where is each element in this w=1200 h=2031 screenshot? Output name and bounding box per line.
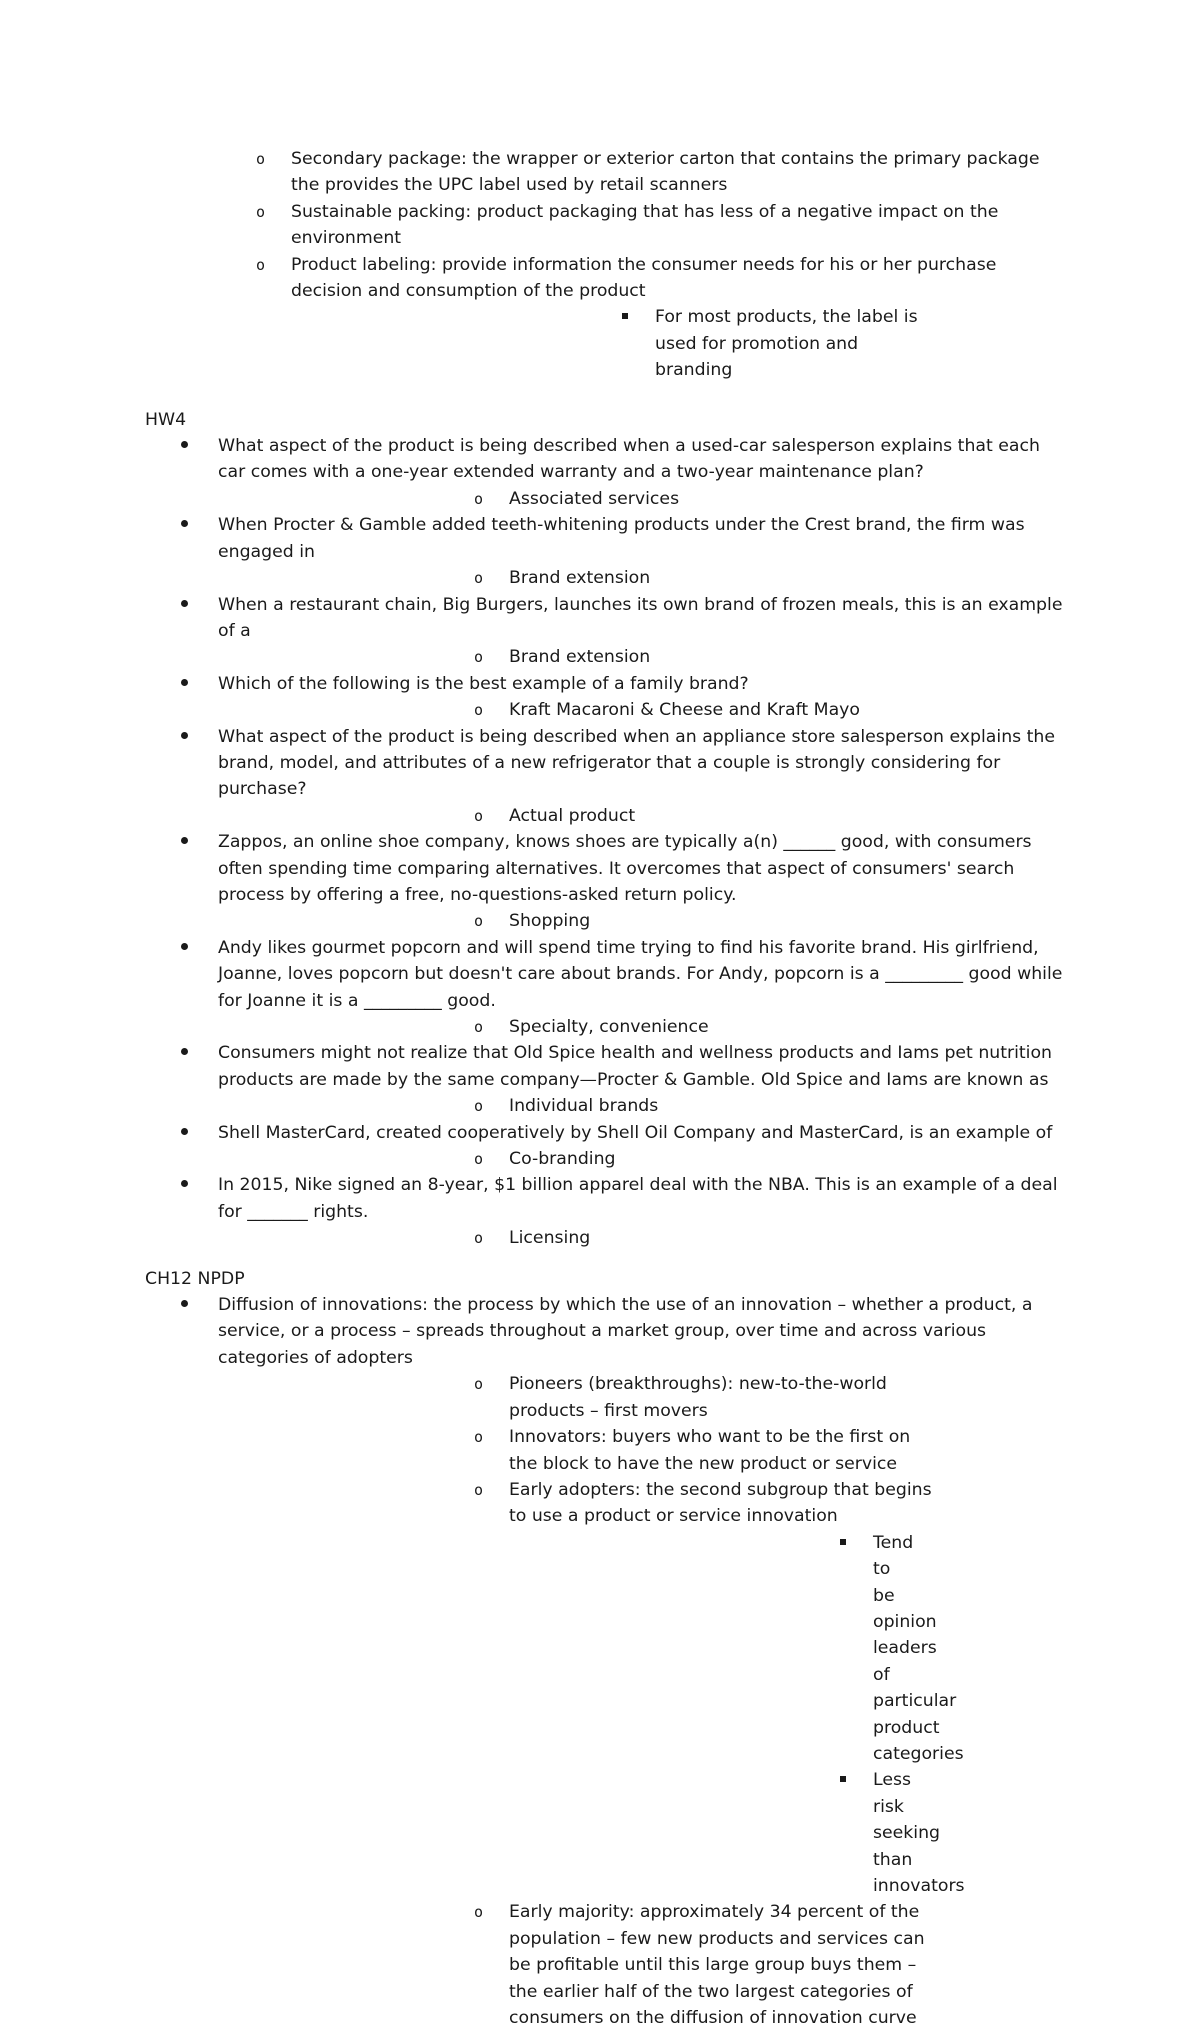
answer-item (218, 644, 1070, 670)
answer-text: Brand extension (509, 647, 651, 668)
square-bullet-icon (840, 1530, 846, 1556)
list-item (0, 252, 1200, 384)
question-item (0, 724, 1200, 830)
list-item-text: Sustainable packing: product packaging that has less of a negative impact on the environment (291, 201, 999, 249)
list-item (291, 304, 1070, 383)
circle-bullet-icon: o (474, 1018, 484, 1036)
section-heading-ch12: CH12 NPDP (145, 1268, 245, 1289)
answer-text: Individual brands (509, 1096, 659, 1117)
answer-item (218, 908, 1070, 934)
square-bullet-icon (840, 1767, 846, 1793)
answer-list (218, 565, 1070, 591)
circle-bullet-icon: o (474, 1480, 484, 1499)
list-item (218, 1899, 1070, 2031)
intro-list (0, 146, 1200, 384)
circle-bullet-icon: o (256, 255, 266, 274)
list-item-text: Secondary package: the wrapper or exterior carton that contains the primary package the provides the UPC label used by retail scanners (291, 149, 1040, 196)
question-text: Shell MasterCard, created cooperatively by Shell Oil Company and MasterCard, is an example of (218, 1122, 1053, 1143)
list-item (0, 1292, 1200, 2031)
list-item (509, 1767, 1003, 1899)
circle-bullet-icon: o (256, 150, 266, 168)
answer-text: Brand extension (509, 568, 651, 589)
answer-item (218, 803, 1070, 829)
question-text: What aspect of the product is being described when an appliance store salesperson explains the brand, model, and attributes of a new refrigerator that a couple is strongly considering for purchase? (218, 726, 1056, 800)
bullet-icon (181, 671, 188, 697)
bullet-icon (181, 935, 188, 961)
list-item-text: Early adopters: the second subgroup that begins to use a product or service innovation (509, 1479, 932, 1527)
question-text: When a restaurant chain, Big Burgers, launches its own brand of frozen meals, this is an example of a (218, 594, 1063, 641)
bullet-icon (181, 1172, 188, 1198)
question-text: Consumers might not realize that Old Spice health and wellness products and Iams pet nutrition products are made by the same company—Procter & Gamble. Old Spice and Iams are known as (218, 1043, 1053, 1090)
circle-bullet-icon: o (474, 1428, 484, 1447)
hw4-question-list (0, 433, 1200, 1252)
bullet-icon (181, 512, 188, 538)
list-item (218, 1424, 1070, 1477)
list-item (0, 199, 1200, 252)
document-content (0, 146, 1200, 2031)
question-item (0, 512, 1200, 591)
question-text: In 2015, Nike signed an 8-year, $1 billion apparel deal with the NBA. This is an example of a deal for _______ rights. (218, 1175, 1058, 1222)
answer-list (218, 697, 1070, 723)
circle-bullet-icon: o (474, 912, 484, 931)
list-item-text: Early majority: approximately 34 percent of the population – few new products and services can be profitable until this large group buys them – the earlier half of the two largest categories of consumers on the diffusion of innovation curve (509, 1902, 925, 2029)
question-item (0, 829, 1200, 935)
circle-bullet-icon: o (474, 648, 484, 667)
answer-text: Specialty, convenience (509, 1017, 709, 1037)
list-item-text: Tend to be opinion leaders of particular product categories (873, 1532, 964, 1764)
answer-list (218, 1225, 1070, 1251)
answer-item (218, 1093, 1070, 1119)
answer-list (218, 1014, 1070, 1040)
circle-bullet-icon: o (474, 806, 484, 825)
answer-text: Actual product (509, 805, 636, 826)
question-item (0, 1120, 1200, 1173)
answer-item (218, 565, 1070, 591)
bullet-icon (181, 1292, 188, 1318)
question-text: Zappos, an online shoe company, knows shoes are typically a(n) ______ good, with consumers often spending time comparing alternatives. It overcomes that aspect of consumers' search process by offering a free, no-questions-asked return policy. (218, 832, 1032, 905)
circle-bullet-icon: o (474, 701, 484, 720)
question-item (0, 1172, 1200, 1251)
ch12-list (0, 1292, 1200, 2031)
answer-item (218, 1014, 1070, 1040)
question-text: When Procter & Gamble added teeth-whitening products under the Crest brand, the firm was engaged in (218, 515, 1025, 562)
circle-bullet-icon: o (474, 569, 484, 588)
circle-bullet-icon: o (474, 489, 484, 508)
question-text: What aspect of the product is being described when a used-car salesperson explains that each car comes with a one-year extended warranty and a two-year maintenance plan? (218, 436, 1040, 483)
list-item (218, 1371, 1070, 1424)
square-bullet-icon (622, 304, 628, 330)
bullet-icon (181, 724, 188, 750)
answer-list (218, 1093, 1070, 1119)
question-text: Andy likes gourmet popcorn and will spend time trying to find his favorite brand. His girlfriend, Joanne, loves popcorn but doesn't care about brands. For Andy, popcorn is a _________ good while for Joanne it is a _________ good. (218, 937, 1063, 1011)
list-item-text: Less risk seeking than innovators (873, 1770, 965, 1896)
answer-item (218, 1146, 1070, 1172)
question-item (0, 592, 1200, 671)
question-item (0, 1040, 1200, 1119)
circle-bullet-icon: o (474, 1229, 484, 1248)
bullet-icon (181, 433, 188, 459)
answer-list (218, 644, 1070, 670)
answer-item (218, 486, 1070, 512)
bullet-icon (181, 1040, 188, 1066)
list-item-text: Diffusion of innovations: the process by which the use of an innovation – whether a product, a service, or a process – spreads throughout a market group, over time and across various categories of adopters (218, 1295, 1033, 1368)
bullet-icon (181, 592, 188, 618)
list-item-text: For most products, the label is used for promotion and branding (655, 307, 918, 381)
answer-text: Shopping (509, 911, 591, 932)
bullet-icon (181, 829, 188, 855)
circle-bullet-icon: o (474, 1097, 484, 1116)
list-item (509, 1530, 1003, 1768)
answer-item (218, 697, 1070, 723)
answer-text: Associated services (509, 488, 680, 509)
question-item (0, 935, 1200, 1041)
answer-text: Licensing (509, 1228, 591, 1249)
answer-list (218, 486, 1070, 512)
question-item (0, 433, 1200, 512)
answer-text: Kraft Macaroni & Cheese and Kraft Mayo (509, 700, 860, 721)
list-item-text: Innovators: buyers who want to be the first on the block to have the new product or service (509, 1427, 911, 1474)
sub-sub-list (509, 1530, 965, 1900)
circle-bullet-icon: o (474, 1903, 484, 1922)
sub-list (291, 304, 1070, 383)
sub-list (218, 1371, 1070, 2031)
list-item (218, 1477, 1070, 1900)
answer-text: Co-branding (509, 1149, 616, 1170)
answer-list (218, 803, 1070, 829)
list-item-text: Product labeling: provide information the consumer needs for his or her purchase decision and consumption of the product (291, 254, 997, 302)
bullet-icon (181, 1120, 188, 1146)
circle-bullet-icon: o (256, 202, 266, 221)
list-item-text: Pioneers (breakthroughs): new-to-the-world products – first movers (509, 1374, 887, 1421)
answer-item (218, 1225, 1070, 1251)
question-item (0, 671, 1200, 724)
circle-bullet-icon: o (474, 1375, 484, 1394)
section-heading-hw4: HW4 (145, 409, 187, 430)
question-text: Which of the following is the best example of a family brand? (218, 673, 749, 694)
answer-list (218, 1146, 1070, 1172)
circle-bullet-icon: o (474, 1150, 484, 1169)
answer-list (218, 908, 1070, 934)
list-item (0, 146, 1200, 199)
